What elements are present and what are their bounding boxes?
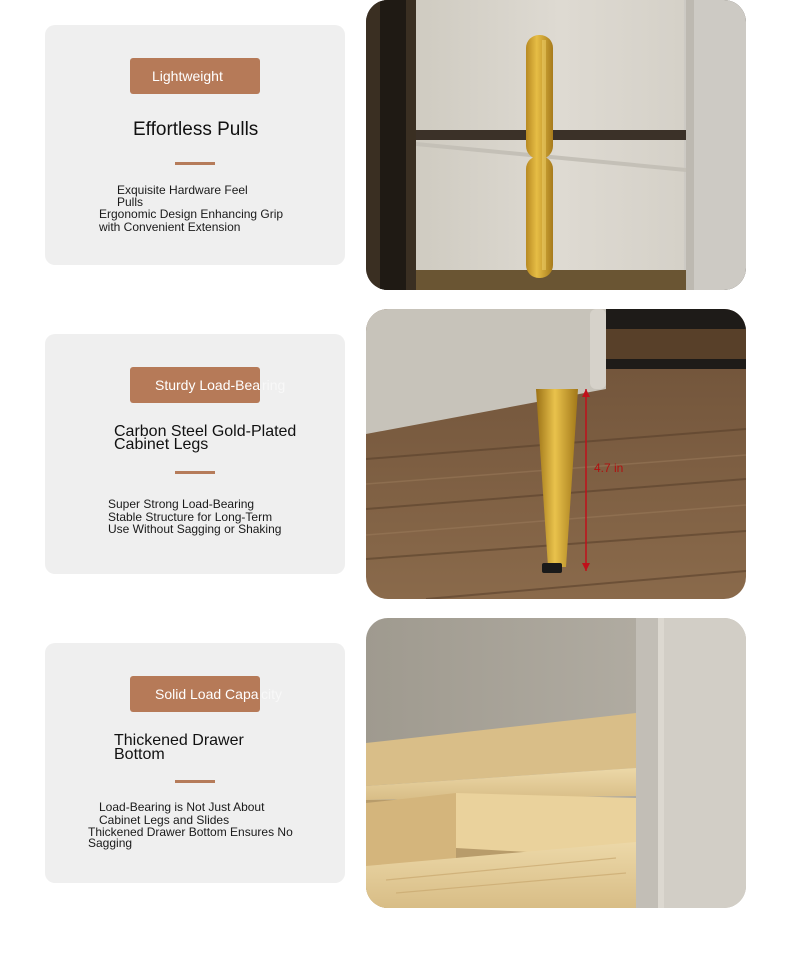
desc-line: Thickened Drawer Bottom Ensures No bbox=[88, 825, 293, 839]
feature-card-drawer-bottom bbox=[45, 643, 345, 883]
badge-lightweight: Lightweight bbox=[130, 58, 260, 94]
photo-drawer-handle bbox=[366, 0, 746, 290]
desc-line: Pulls bbox=[117, 195, 144, 209]
card-title-line: Carbon Steel Gold-Plated bbox=[114, 423, 297, 440]
photo-gold-leg bbox=[366, 309, 746, 599]
gold-handle-bottom bbox=[526, 156, 553, 278]
desc-line: Ergonomic Design Enhancing Grip bbox=[99, 207, 284, 221]
card-title-line: Bottom bbox=[114, 746, 165, 763]
desc-line: Sagging bbox=[88, 836, 133, 850]
leg-height-label: 4.7 in bbox=[594, 461, 624, 475]
feature-card-pulls bbox=[45, 25, 345, 265]
card-title: Effortless Pulls bbox=[133, 119, 259, 140]
divider bbox=[175, 780, 215, 783]
desc-line: Exquisite Hardware Feel bbox=[117, 183, 248, 197]
desc-line: with Convenient Extension bbox=[99, 220, 241, 234]
desc-line: Load-Bearing is Not Just About bbox=[99, 800, 265, 814]
card-title-line: Cabinet Legs bbox=[114, 436, 209, 453]
feature-card-legs bbox=[45, 334, 345, 574]
badge-sturdy-load-bearing: Sturdy Load-Bea ring bbox=[130, 367, 260, 403]
desc-line: Stable Structure for Long-Term bbox=[108, 510, 273, 524]
divider bbox=[175, 162, 215, 165]
badge-solid-load-capacity: Solid Load Capa city bbox=[130, 676, 260, 712]
desc-line: Cabinet Legs and Slides bbox=[99, 813, 230, 827]
desc-line: Use Without Sagging or Shaking bbox=[108, 522, 282, 536]
photo-drawer-bottom bbox=[366, 618, 746, 908]
divider bbox=[175, 471, 215, 474]
desc-line: Super Strong Load-Bearing bbox=[108, 497, 255, 511]
card-title-line: Thickened Drawer bbox=[114, 732, 244, 749]
gold-handle-top bbox=[526, 35, 553, 159]
